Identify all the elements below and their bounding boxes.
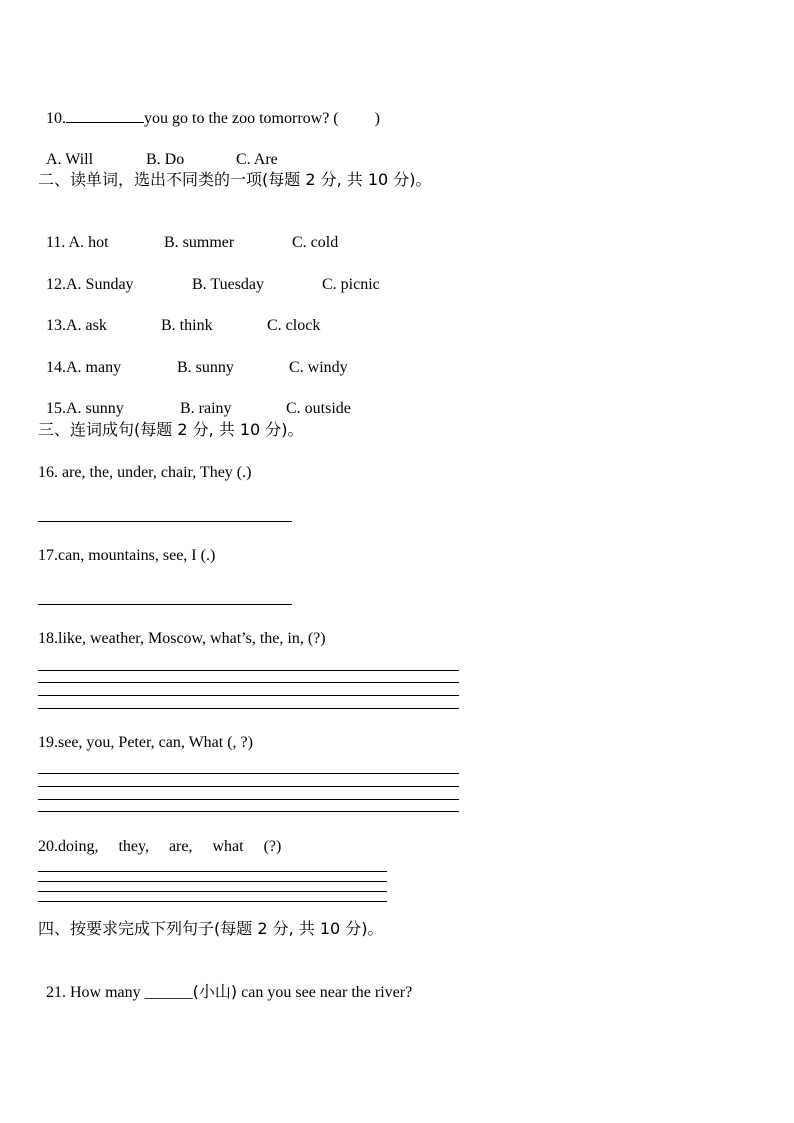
question-10-options [38,130,278,170]
answer-line[interactable] [38,901,387,902]
question-13 [38,296,320,336]
question-number: 10. [46,110,66,127]
question-text-end: can you see near the river? [237,984,413,1001]
section-3-title: 三、连词成句(每题 2 分, 共 10 分)。 [38,420,304,439]
section-4-title: 四、按要求完成下列句子(每题 2 分, 共 10 分)。 [38,919,384,938]
question-text-start: 21. How many [46,984,145,1001]
answer-blank[interactable]: ______ [144,984,193,1001]
answer-line[interactable] [38,604,292,605]
option-c: C. picnic [322,276,380,293]
answer-line[interactable] [38,521,292,522]
answer-paren-close: ) [374,110,380,127]
answer-line[interactable] [38,773,459,774]
answer-line[interactable] [38,799,459,800]
answer-line[interactable] [38,695,459,696]
question-15 [38,379,351,419]
option-b: B. sunny [177,359,234,376]
answer-line[interactable] [38,811,459,812]
answer-line[interactable] [38,871,387,872]
option-a: 11. A. hot [46,234,109,251]
question-14 [38,338,348,378]
question-10 [38,88,380,129]
answer-line[interactable] [38,670,459,671]
answer-line[interactable] [38,891,387,892]
question-17: 17.can, mountains, see, I (.) [38,547,216,564]
question-16: 16. are, the, under, chair, They (.) [38,464,252,481]
answer-line[interactable] [38,881,387,882]
answer-blank[interactable] [66,108,144,123]
answer-line[interactable] [38,786,459,787]
option-b: B. rainy [180,400,232,417]
option-a: 13.A. ask [46,317,107,334]
option-b: B. summer [164,234,235,251]
question-12 [38,255,380,295]
question-20: 20.doing, they, are, what (?) [38,838,282,855]
option-c: C. cold [292,234,339,251]
section-2-title: 二、读单词，选出不同类的一项(每题 2 分, 共 10 分)。 [38,170,432,189]
option-b: B. Tuesday [192,276,265,293]
option-c: C. Are [236,151,278,168]
option-c: C. outside [286,400,351,417]
answer-line[interactable] [38,682,459,683]
question-19: 19.see, you, Peter, can, What (, ?) [38,734,253,751]
question-text: you go to the zoo tomorrow? ( [144,110,339,127]
option-c: C. windy [289,359,348,376]
option-a: A. Will [46,151,94,168]
option-c: C. clock [267,317,321,334]
question-11 [38,213,338,253]
hint-text: (小山) [192,982,238,1001]
option-b: B. think [161,317,213,334]
answer-line[interactable] [38,708,459,709]
question-21 [38,962,412,1003]
option-a: 14.A. many [46,359,122,376]
question-18: 18.like, weather, Moscow, what’s, the, in, (?) [38,630,326,647]
option-a: 12.A. Sunday [46,276,134,293]
option-a: 15.A. sunny [46,400,124,417]
option-b: B. Do [146,151,185,168]
